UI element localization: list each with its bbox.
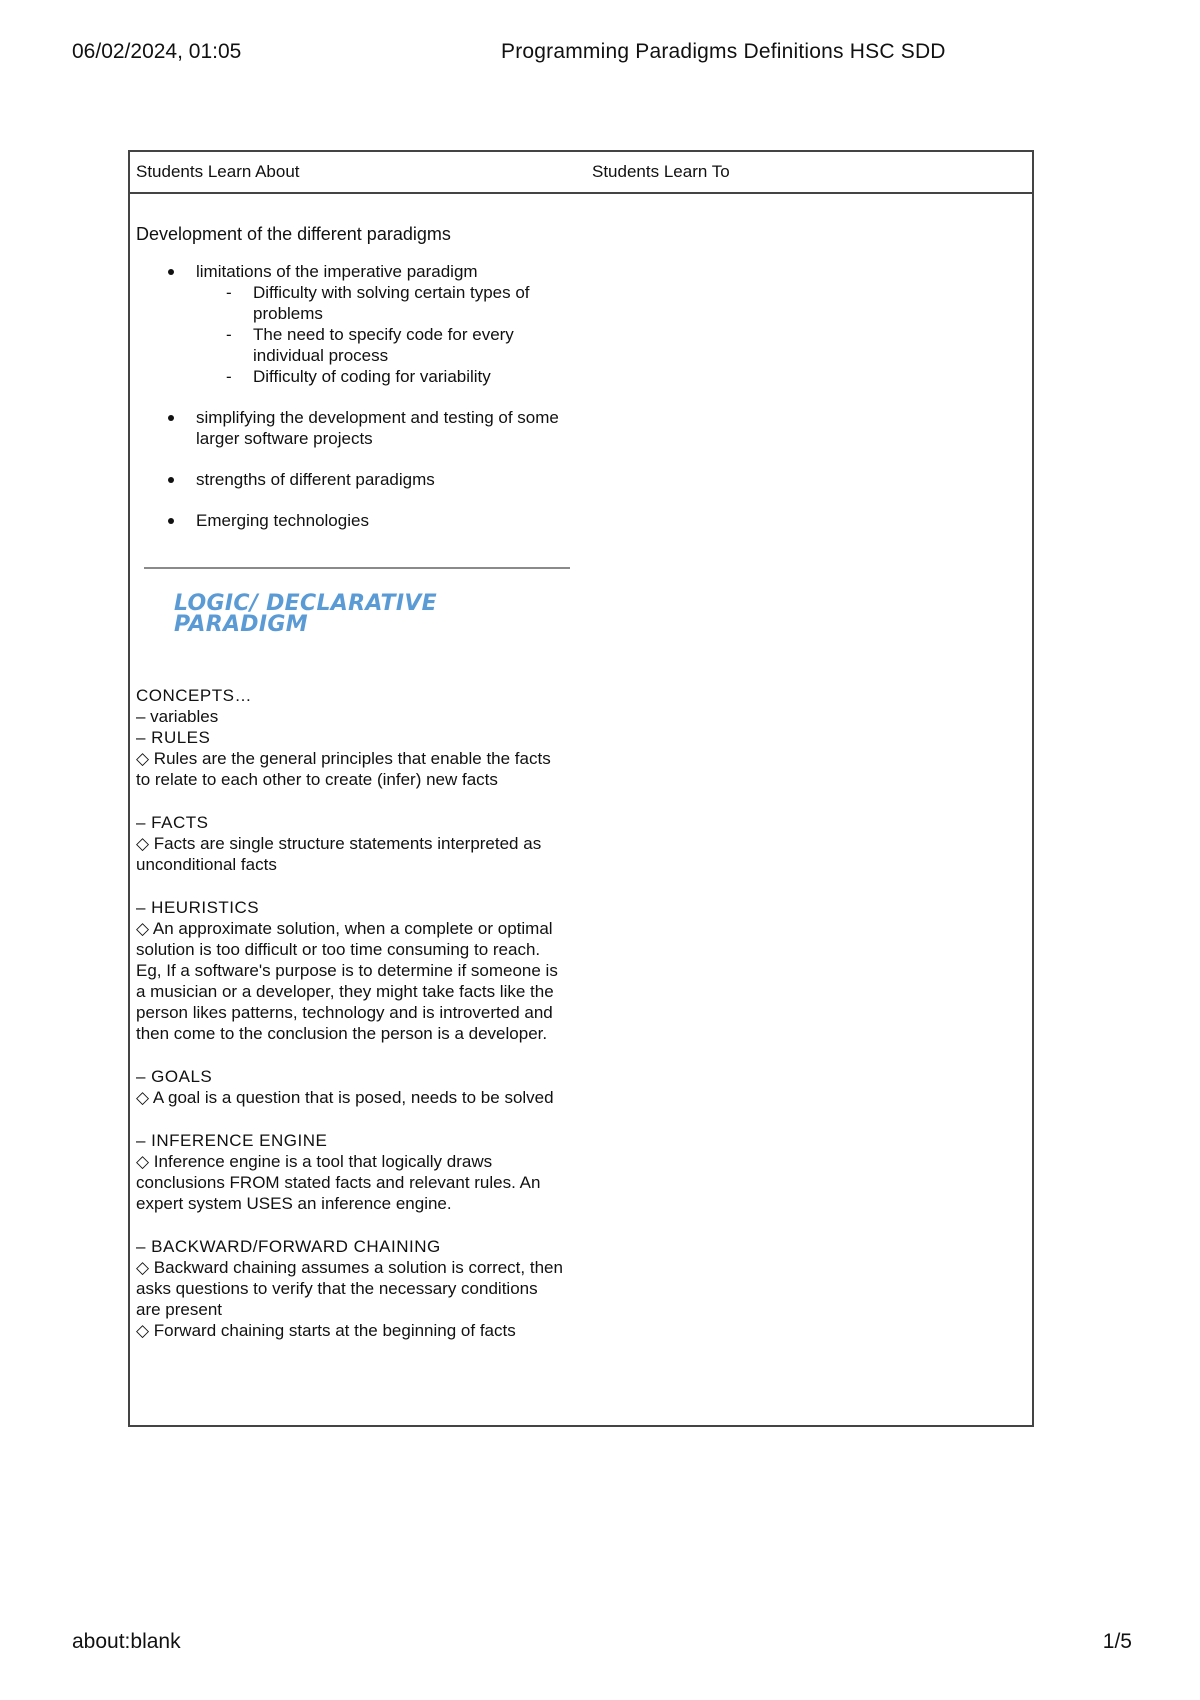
sub-list-item: - Difficulty of coding for variability — [196, 366, 566, 387]
column-header-learn-about: Students Learn About — [136, 162, 300, 181]
list-item — [136, 261, 566, 387]
concepts-block — [136, 685, 566, 1341]
print-date: 06/02/2024, 01:05 — [72, 40, 242, 63]
list-item — [136, 510, 566, 531]
concepts-label: CONCEPTS… — [136, 686, 252, 705]
syllabus-table — [128, 150, 1034, 1427]
list-item-text: strengths of different paradigms — [196, 470, 435, 489]
list-item — [136, 407, 566, 449]
learn-about-cell — [136, 194, 566, 1363]
concept-title: – INFERENCE ENGINE — [136, 1131, 328, 1150]
horizontal-divider — [144, 567, 570, 569]
concept-description: ◇ Backward chaining assumes a solution is correct, then asks questions to verify that the necessary conditions are present — [136, 1258, 563, 1319]
concept-title: – RULES — [136, 728, 211, 747]
concept-description: ◇ Facts are single structure statements interpreted as unconditional facts — [136, 834, 542, 874]
concept-description: ◇ An approximate solution, when a complete or optimal solution is too difficult or too time consuming to reach. Eg, If a software's purpose is to determine if someone is a musician or a developer, they might take facts like the person likes patterns, technology and is introverted and then come to the conclusion the person is a developer. — [136, 919, 558, 1043]
list-item-text: Emerging technologies — [196, 511, 369, 530]
print-footer — [72, 1630, 1132, 1660]
concept-title: – BACKWARD/FORWARD CHAINING — [136, 1237, 441, 1256]
section-title: Development of the different paradigms — [136, 224, 451, 244]
variables-line: – variables — [136, 707, 219, 726]
concept-title: – HEURISTICS — [136, 898, 260, 917]
concept-description: ◇ Rules are the general principles that enable the facts to relate to each other to create (infer) new facts — [136, 749, 551, 789]
concept-inference-engine — [136, 1130, 566, 1214]
paradigm-heading: LOGIC/ DECLARATIVE PARADIGM — [174, 591, 438, 637]
concept-chaining — [136, 1236, 566, 1341]
concept-description: ◇ A goal is a question that is posed, needs to be solved — [136, 1088, 554, 1107]
sub-list-item: - Difficulty with solving certain types of problems — [196, 282, 566, 324]
concept-heuristics — [136, 897, 566, 1044]
document-title: Programming Paradigms Definitions HSC SDD — [501, 40, 946, 63]
concept-goals — [136, 1066, 566, 1108]
concepts-intro — [136, 685, 566, 790]
concept-description: ◇ Inference engine is a tool that logically draws conclusions FROM stated facts and relevant rules. An expert system USES an inference engine. — [136, 1152, 541, 1213]
sub-list-item: - The need to specify code for every individual process — [196, 324, 566, 366]
list-item — [136, 469, 566, 490]
print-header — [72, 40, 1040, 70]
page-number: 1/5 — [1102, 1630, 1132, 1653]
sub-list — [196, 282, 566, 387]
page-url: about:blank — [72, 1630, 181, 1653]
column-header-learn-to: Students Learn To — [592, 162, 730, 181]
table-header-row — [130, 152, 1032, 194]
concept-facts — [136, 812, 566, 875]
list-item-text: simplifying the development and testing of some larger software projects — [196, 408, 559, 448]
concept-title: – GOALS — [136, 1067, 213, 1086]
topic-list — [136, 261, 566, 531]
list-item-text: limitations of the imperative paradigm — [196, 262, 478, 281]
concept-description: ◇ Forward chaining starts at the beginning of facts — [136, 1321, 516, 1340]
concept-title: – FACTS — [136, 813, 209, 832]
